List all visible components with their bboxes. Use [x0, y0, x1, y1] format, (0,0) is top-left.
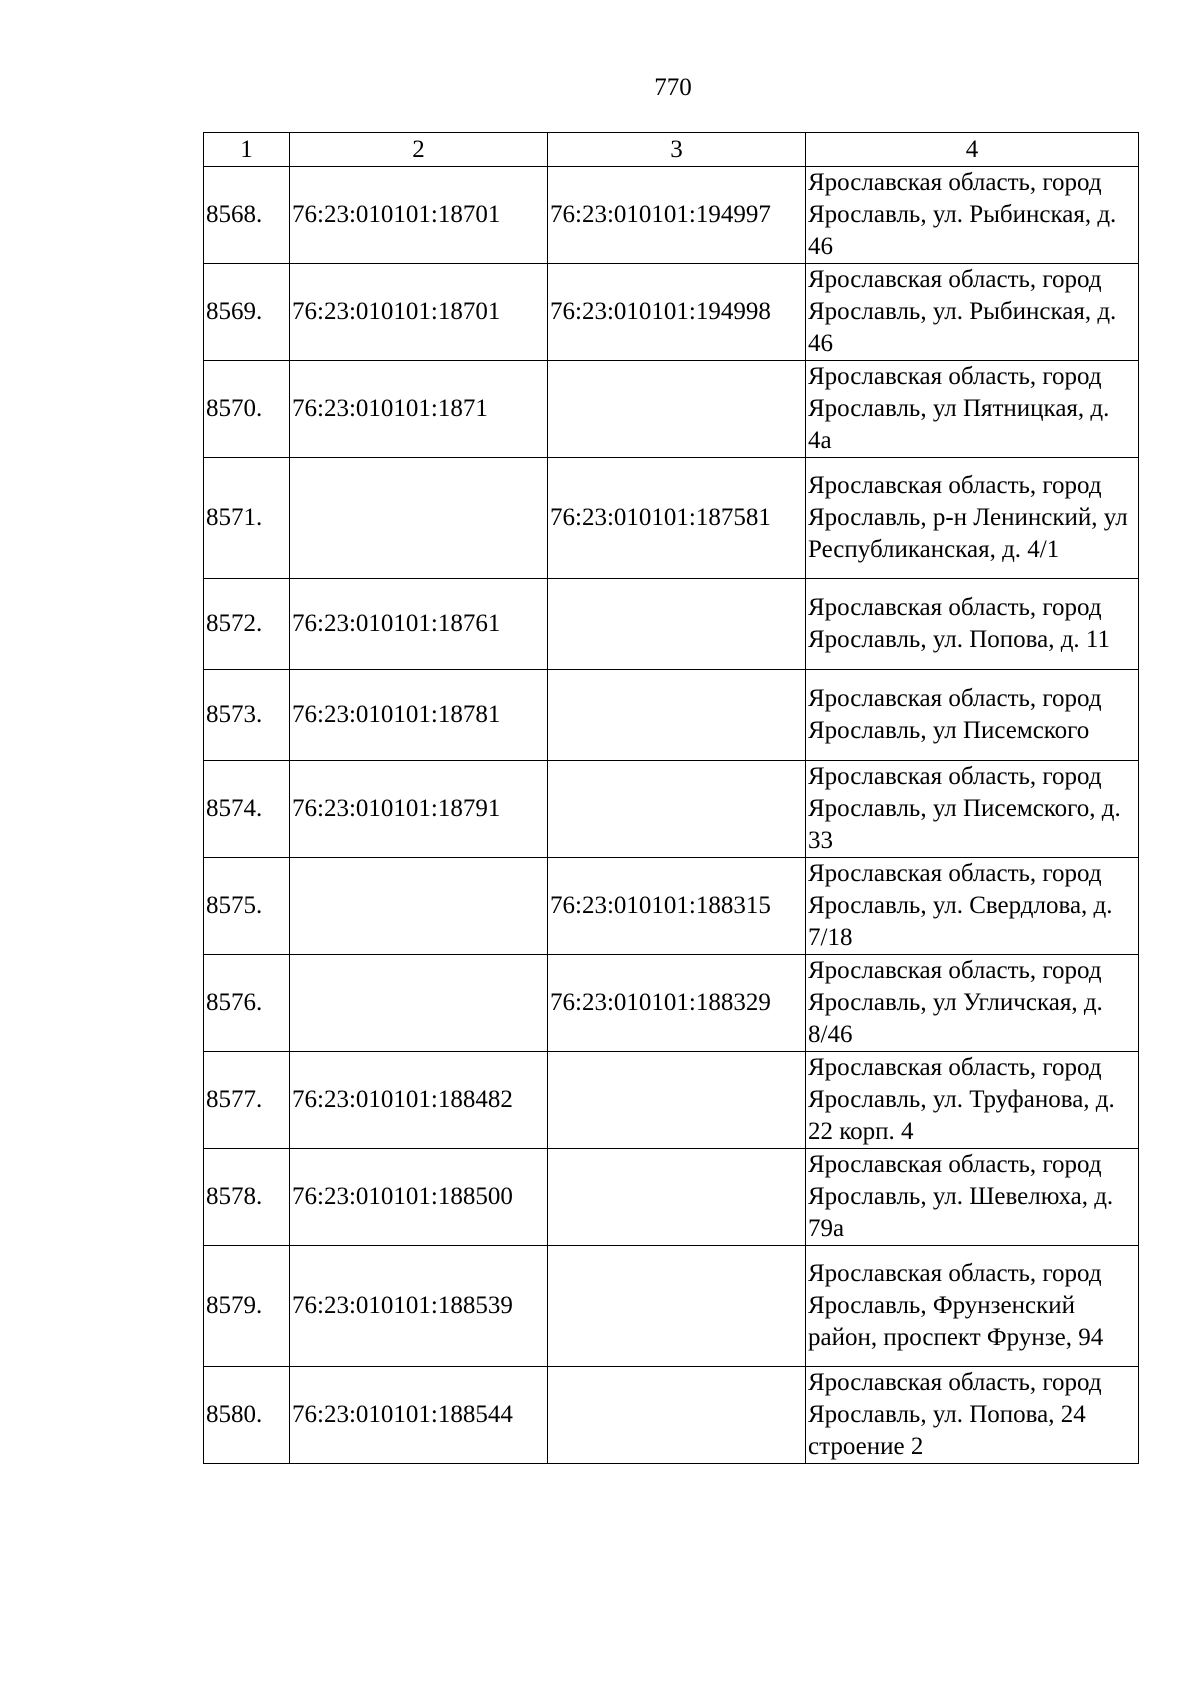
row-number-cell: 8576.: [204, 955, 290, 1052]
row-number-cell: 8573.: [204, 670, 290, 761]
cadastral-number-cell: 76:23:010101:188315: [548, 858, 806, 955]
column-header: 2: [290, 133, 548, 167]
row-number-cell: 8577.: [204, 1052, 290, 1149]
cadastral-number-cell: [290, 955, 548, 1052]
register-table: [203, 132, 1139, 1464]
address-cell: Ярославская область, город Ярославль, ул. Попова, 24 строение 2: [806, 1367, 1139, 1464]
table-row: [204, 579, 1139, 670]
table-row: [204, 361, 1139, 458]
table-row: [204, 458, 1139, 579]
address-cell: Ярославская область, город Ярославль, ул Угличская, д. 8/46: [806, 955, 1139, 1052]
cadastral-number-cell: 76:23:010101:18791: [290, 761, 548, 858]
table-row: [204, 670, 1139, 761]
address-cell: Ярославская область, город Ярославль, Фрунзенский район, проспект Фрунзе, 94: [806, 1246, 1139, 1367]
table-row: [204, 955, 1139, 1052]
address-cell: Ярославская область, город Ярославль, р-н Ленинский, ул Республиканская, д. 4/1: [806, 458, 1139, 579]
cadastral-number-cell: [548, 1149, 806, 1246]
cadastral-number-cell: [548, 1367, 806, 1464]
row-number-cell: 8569.: [204, 264, 290, 361]
page-number: 770: [654, 74, 692, 101]
row-number-cell: 8572.: [204, 579, 290, 670]
cadastral-number-cell: 76:23:010101:188329: [548, 955, 806, 1052]
address-cell: Ярославская область, город Ярославль, ул. Попова, д. 11: [806, 579, 1139, 670]
table-row: [204, 1149, 1139, 1246]
row-number-cell: 8571.: [204, 458, 290, 579]
cadastral-number-cell: 76:23:010101:194997: [548, 167, 806, 264]
cadastral-number-cell: 76:23:010101:188544: [290, 1367, 548, 1464]
cadastral-number-cell: 76:23:010101:188500: [290, 1149, 548, 1246]
cadastral-number-cell: 76:23:010101:188539: [290, 1246, 548, 1367]
cadastral-number-cell: 76:23:010101:18781: [290, 670, 548, 761]
table-header-row: [204, 133, 1139, 167]
cadastral-number-cell: [548, 361, 806, 458]
cadastral-number-cell: 76:23:010101:18761: [290, 579, 548, 670]
table-row: [204, 1367, 1139, 1464]
row-number-cell: 8574.: [204, 761, 290, 858]
cadastral-number-cell: [548, 1246, 806, 1367]
cadastral-number-cell: 76:23:010101:18701: [290, 264, 548, 361]
cadastral-number-cell: [548, 761, 806, 858]
cadastral-number-cell: [548, 1052, 806, 1149]
cadastral-number-cell: [290, 458, 548, 579]
table-row: [204, 264, 1139, 361]
row-number-cell: 8568.: [204, 167, 290, 264]
cadastral-number-cell: 76:23:010101:1871: [290, 361, 548, 458]
cadastral-number-cell: 76:23:010101:188482: [290, 1052, 548, 1149]
row-number-cell: 8578.: [204, 1149, 290, 1246]
address-cell: Ярославская область, город Ярославль, ул Писемского, д. 33: [806, 761, 1139, 858]
address-cell: Ярославская область, город Ярославль, ул. Шевелюха, д. 79а: [806, 1149, 1139, 1246]
cadastral-number-cell: 76:23:010101:194998: [548, 264, 806, 361]
row-number-cell: 8575.: [204, 858, 290, 955]
address-cell: Ярославская область, город Ярославль, ул. Труфанова, д. 22 корп. 4: [806, 1052, 1139, 1149]
cadastral-number-cell: [290, 858, 548, 955]
cadastral-number-cell: [548, 670, 806, 761]
column-header: 4: [806, 133, 1139, 167]
address-cell: Ярославская область, город Ярославль, ул. Рыбинская, д. 46: [806, 167, 1139, 264]
address-cell: Ярославская область, город Ярославль, ул Писемского: [806, 670, 1139, 761]
row-number-cell: 8570.: [204, 361, 290, 458]
cadastral-number-cell: [548, 579, 806, 670]
column-header: 3: [548, 133, 806, 167]
cadastral-number-cell: 76:23:010101:18701: [290, 167, 548, 264]
column-header: 1: [204, 133, 290, 167]
table-row: [204, 167, 1139, 264]
table-row: [204, 1052, 1139, 1149]
cadastral-number-cell: 76:23:010101:187581: [548, 458, 806, 579]
address-cell: Ярославская область, город Ярославль, ул. Рыбинская, д. 46: [806, 264, 1139, 361]
row-number-cell: 8580.: [204, 1367, 290, 1464]
row-number-cell: 8579.: [204, 1246, 290, 1367]
table-row: [204, 858, 1139, 955]
address-cell: Ярославская область, город Ярославль, ул Пятницкая, д. 4а: [806, 361, 1139, 458]
address-cell: Ярославская область, город Ярославль, ул. Свердлова, д. 7/18: [806, 858, 1139, 955]
table-row: [204, 1246, 1139, 1367]
table-row: [204, 761, 1139, 858]
